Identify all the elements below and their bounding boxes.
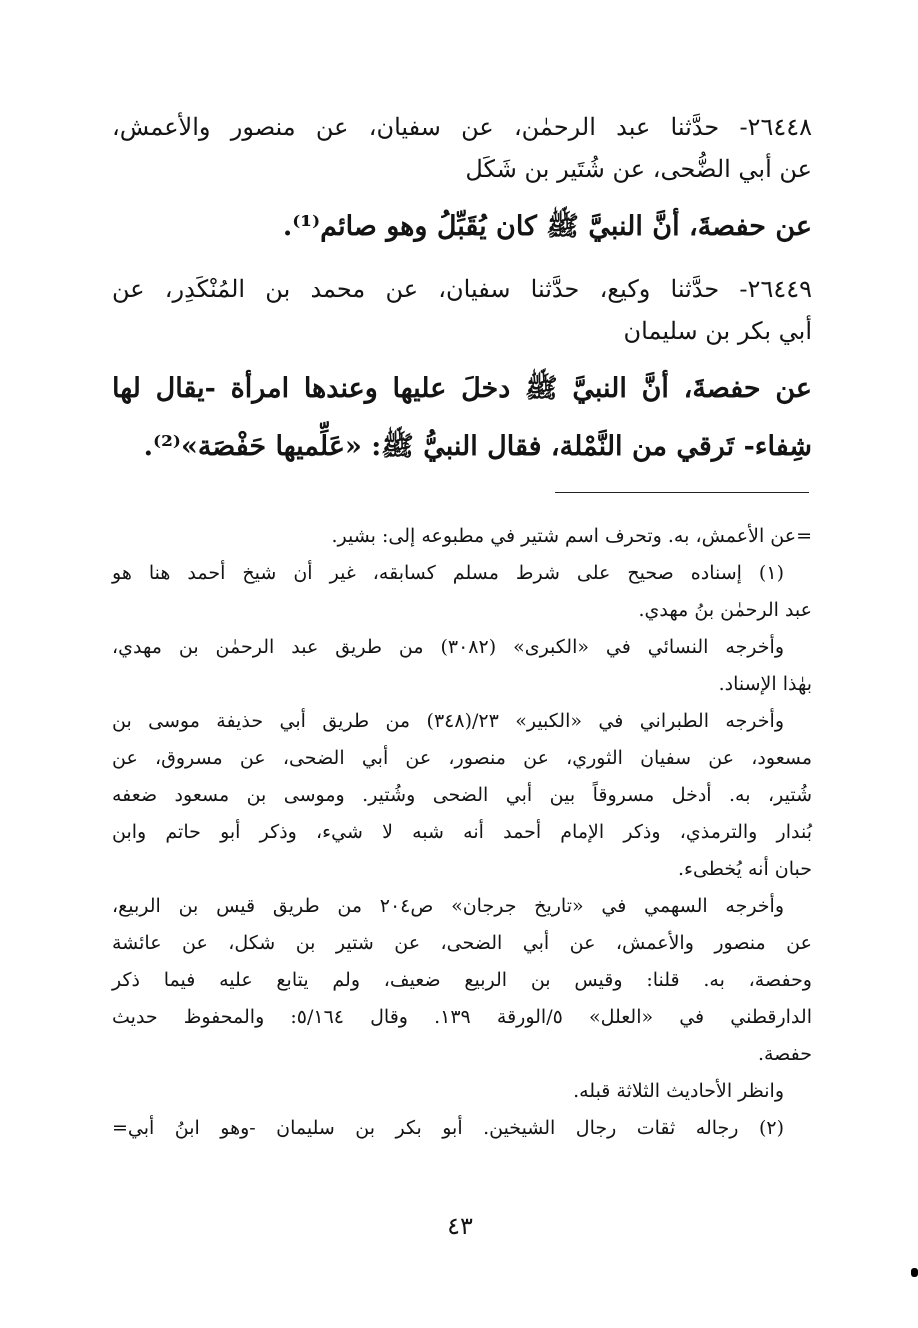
footnote-divider (555, 492, 809, 493)
matn-line: عن حفصةَ، أنَّ النبيَّ ﷺ دخلَ عليها وعندها امرأة -يقال لها (112, 373, 812, 404)
footnote-sahmi: وأخرجه السهمي في «تاريخ جرجان» ص٢٠٤ من طريق قيس بن الربيع، (112, 895, 784, 917)
footnote-sahmi-cont: وحفصة، به. قلنا: وقيس بن الربيع ضعيف، ولم يتابع عليه فيما ذكر (112, 969, 812, 991)
footnote-nasai-cont: بهٰذا الإسناد. (718, 673, 812, 695)
hadith-matn-26449 (112, 360, 812, 476)
isnad-line: عن أبي الضُّحى، عن شُتَير بن شَكَل (465, 155, 812, 183)
footnote-tabarani-cont: شُتير، به. أدخل مسروقاً بين أبي الضحى وشُتير. وموسى بن مسعود ضعفه (112, 784, 812, 806)
isnad-line: ٢٦٤٤٨- حدَّثنا عبد الرحمٰن، عن سفيان، عن منصور والأعمش، (112, 113, 812, 141)
scan-edge-mark (911, 1268, 918, 1277)
hadith-isnad-26449 (112, 268, 812, 352)
footnote-nasai: وأخرجه النسائي في «الكبرى» (٣٠٨٢) من طريق عبد الرحمٰن بن مهدي، (112, 636, 784, 658)
matn-line: شِفاء- تَرقي من النَّمْلة، فقال النبيُّ ﷺ: «عَلِّميها حَفْصَة»⁽²⁾. (143, 431, 812, 462)
isnad-line: ٢٦٤٤٩- حدَّثنا وكيع، حدَّثنا سفيان، عن محمد بن المُنْكَدِر، عن (112, 275, 812, 303)
footnote-2: (٢) رجاله ثقات رجال الشيخين. أبو بكر بن سليمان -وهو ابنُ أبي= (112, 1117, 784, 1139)
footnote-1-cont: عبد الرحمٰن بنُ مهدي. (638, 599, 812, 621)
footnote-tabarani: وأخرجه الطبراني في «الكبير» ٢٣/(٣٤٨) من طريق أبي حذيفة موسى بن (112, 710, 784, 732)
footnote-continuation: =عن الأعمش، به. وتحرف اسم شتير في مطبوعه إلى: بشير. (331, 525, 812, 547)
footnote-see-also: وانظر الأحاديث الثلاثة قبله. (573, 1080, 784, 1102)
footnote-tabarani-cont: بُندار والترمذي، وذكر الإمام أحمد أنه شبه لا شيء، وذكر أبو حاتم وابن (112, 821, 812, 843)
hadith-isnad-26448 (112, 106, 812, 190)
footnote-tabarani-cont: حبان أنه يُخطىء. (677, 858, 812, 880)
footnotes (112, 518, 812, 1147)
footnote-sahmi-cont: حفصة. (757, 1043, 812, 1065)
hadith-matn-26448 (112, 198, 812, 256)
matn-line: عن حفصةَ، أنَّ النبيَّ ﷺ كان يُقَبِّلُ وهو صائم⁽¹⁾. (282, 211, 812, 242)
footnote-sahmi-cont: عن منصور والأعمش، عن أبي الضحى، عن شتير بن شكل، عن عائشة (112, 932, 812, 954)
footnote-1: (١) إسناده صحيح على شرط مسلم كسابقه، غير أن شيخ أحمد هنا هو (112, 562, 784, 584)
isnad-line: أبي بكر بن سليمان (623, 317, 812, 345)
footnote-tabarani-cont: مسعود، عن سفيان الثوري، عن منصور، عن أبي الضحى، عن مسروق، عن (112, 747, 812, 769)
page-number: ٤٣ (447, 1212, 473, 1240)
footnote-sahmi-cont: الدارقطني في «العلل» ٥/الورقة ١٣٩. وقال ٥/١٦٤: والمحفوظ حديث (112, 1006, 812, 1028)
